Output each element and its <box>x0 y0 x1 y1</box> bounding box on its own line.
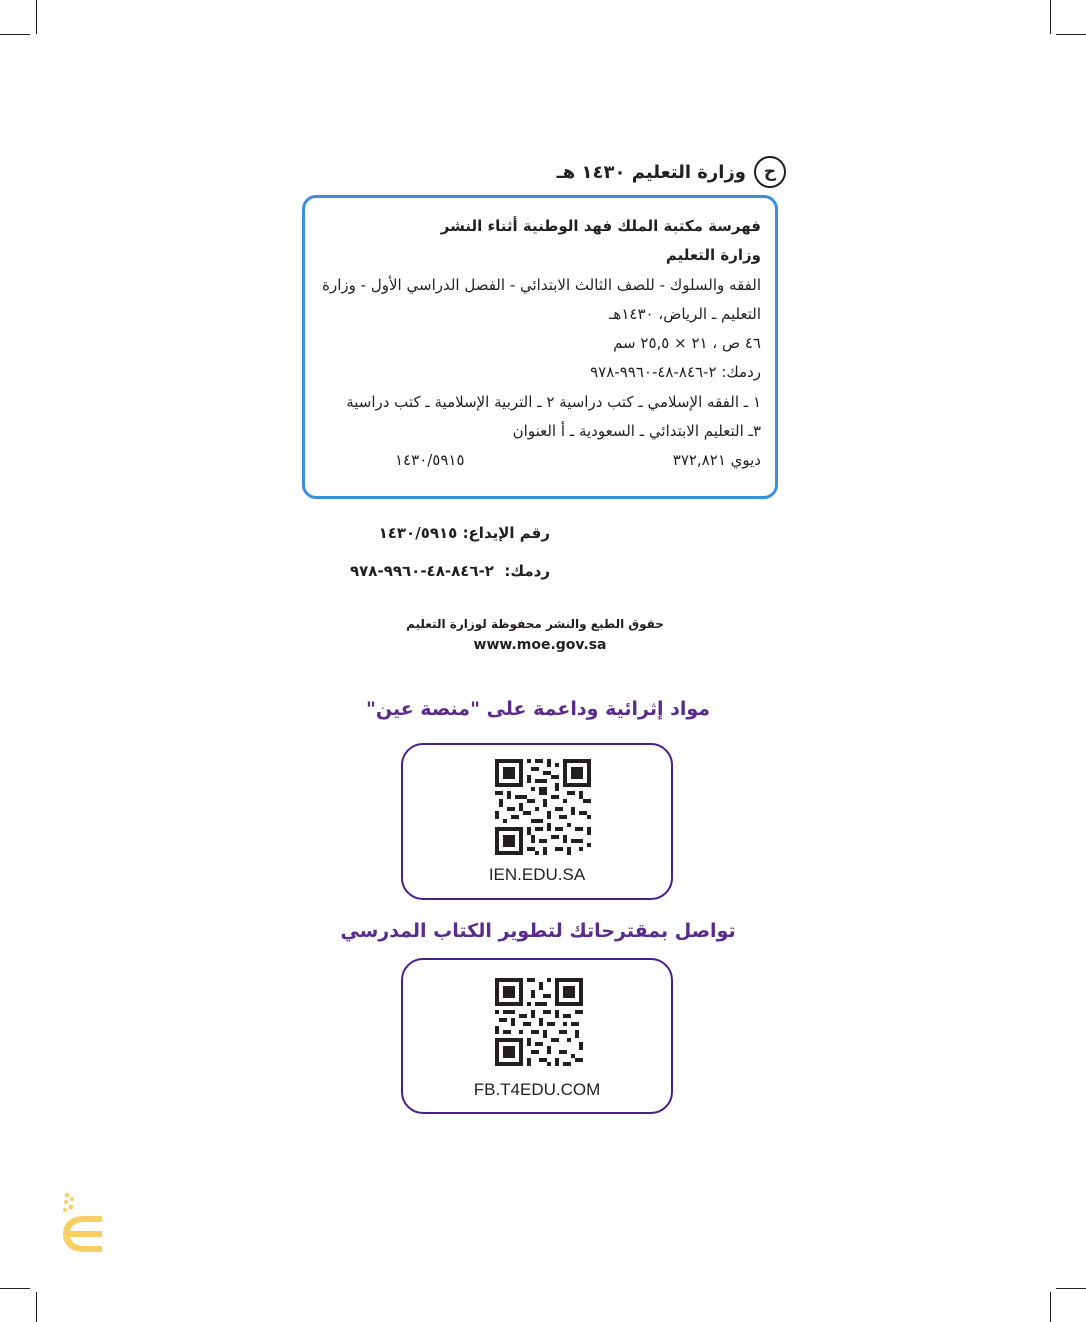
dewey-number: ديوي ٣٧٢,٨٢١ <box>672 451 761 470</box>
ministry-logo-icon <box>58 1190 106 1254</box>
t4-qr-card[interactable] <box>401 958 673 1114</box>
cip-line: فهرسة مكتبة الملك فهد الوطنية أثناء النشر <box>440 217 761 235</box>
cip-line: وزارة التعليم <box>665 246 761 265</box>
copyright-line <box>557 152 786 192</box>
isbn-label: ردمك: <box>504 562 550 580</box>
isbn-value: ٢-٨٤٦-٤٨-٩٩٦٠-٩٧٨ <box>349 562 494 580</box>
crop-mark <box>0 34 30 35</box>
t4-label[interactable]: FB.T4EDU.COM <box>473 1080 601 1099</box>
cip-line: ردمك: ٢-٨٤٦-٤٨-٩٩٦٠-٩٧٨ <box>590 363 761 382</box>
crop-mark <box>1056 1288 1086 1289</box>
crop-mark <box>36 0 37 34</box>
cip-classification <box>317 446 761 475</box>
deposit-label: رقم الإيداع: <box>462 524 550 542</box>
crop-mark <box>1050 0 1051 34</box>
copyright-symbol: ح <box>754 156 786 188</box>
cataloging-box <box>302 195 778 499</box>
crop-mark <box>36 1292 37 1322</box>
ien-label[interactable]: IEN.EDU.SA <box>488 865 586 884</box>
crop-mark <box>0 1288 30 1289</box>
deposit-line <box>379 524 550 542</box>
cip-deposit-number: ١٤٣٠/٥٩١٥ <box>395 451 465 470</box>
ien-qr-code[interactable] <box>495 759 591 855</box>
cip-line: التعليم ـ الرياض، ١٤٣٠هـ <box>609 304 761 323</box>
cip-line: ١ ـ الفقه الإسلامي ـ كتب دراسية ٢ ـ التربية الإسلامية ـ كتب دراسية <box>346 392 761 411</box>
cip-line: ٣ـ التعليم الابتدائي ـ السعودية ـ أ العنوان <box>512 422 761 441</box>
rights-notice: حقوق الطبع والنشر محفوظة لوزارة التعليم <box>406 617 664 631</box>
crop-mark <box>1056 34 1086 35</box>
isbn-line <box>350 562 550 580</box>
ien-title: مواد إثرائية وداعمة على "منصة عين" <box>365 698 711 720</box>
cip-line: الفقه والسلوك - للصف الثالث الابتدائي - الفصل الدراسي الأول - وزارة <box>322 275 761 294</box>
copyright-text: وزارة التعليم ١٤٣٠ هـ <box>556 161 746 183</box>
ien-qr-card[interactable] <box>401 743 673 900</box>
website-link[interactable]: www.moe.gov.sa <box>473 637 607 653</box>
cip-line: ٤٦ ص ، ٢١ × ٢٥,٥ سم <box>613 334 761 353</box>
deposit-value: ١٤٣٠/٥٩١٥ <box>378 524 458 542</box>
crop-mark <box>1050 1292 1051 1322</box>
t4-title: تواصل بمقترحاتك لتطوير الكتاب المدرسي <box>340 920 736 942</box>
t4-qr-code[interactable] <box>495 978 583 1066</box>
